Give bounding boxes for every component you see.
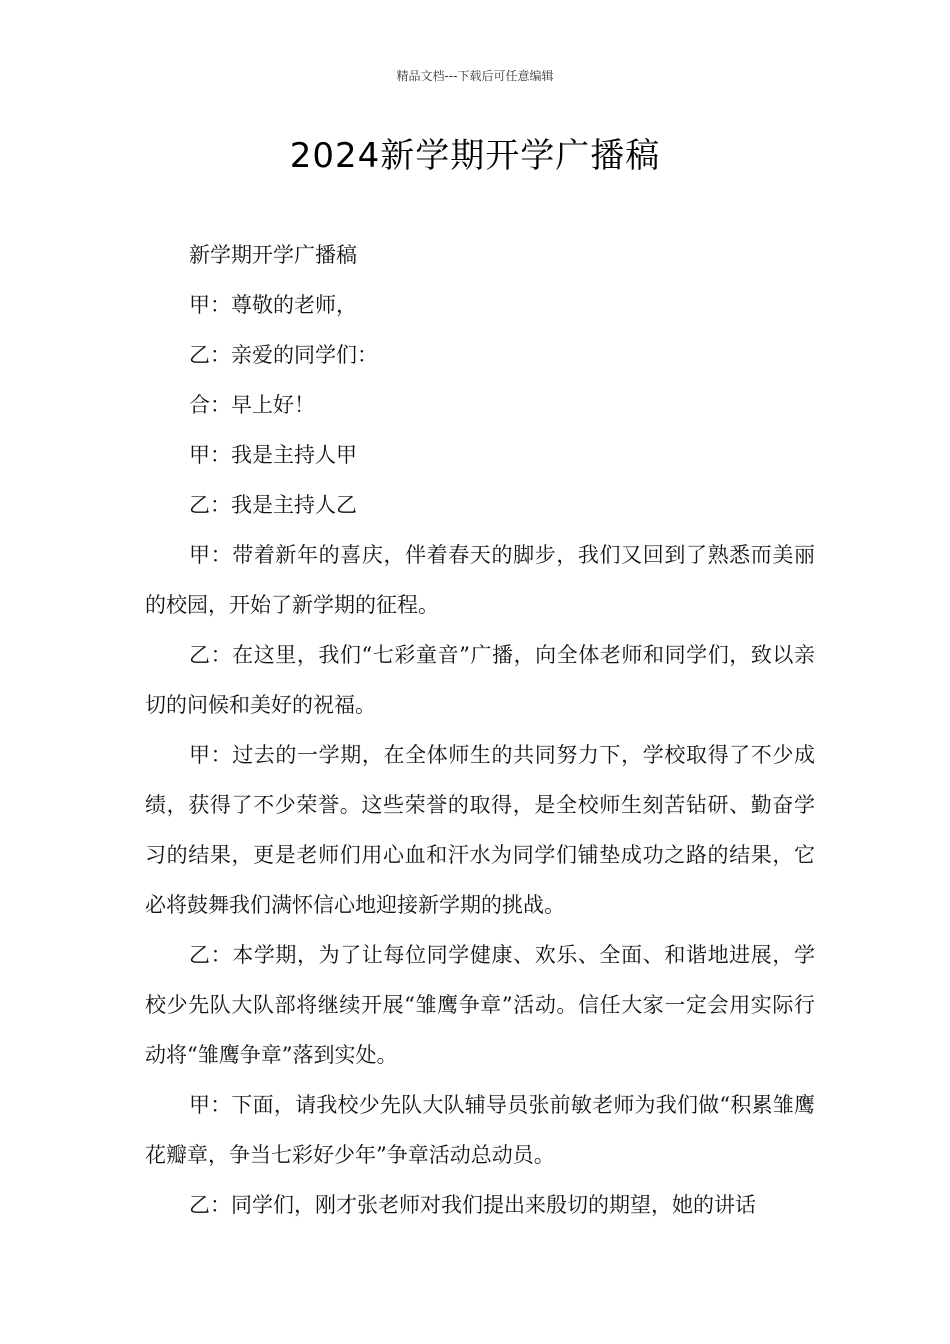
paragraph-subtitle: 新学期开学广播稿 (189, 243, 357, 267)
document-title: 2024新学期开学广播稿 (289, 136, 661, 176)
paragraph-greeting-students: 乙：亲爱的同学们： (189, 343, 378, 367)
paragraph-good-morning: 合：早上好！ (189, 393, 315, 417)
paragraph-closing: 乙：同学们，刚才张老师对我们提出来殷切的期望，她的讲话 (189, 1193, 756, 1217)
paragraph-this-term: 乙：本学期，为了让每位同学健康、欢乐、全面、和谐地进展，学校少先队大队部将继续开展“雏鹰争章”活动。信任大家一定会用实际行动将“雏鹰争章”落到实处。 (145, 943, 815, 1067)
paragraph-host-a: 甲：我是主持人甲 (189, 443, 357, 467)
document-body (145, 230, 815, 1230)
paragraph-new-term: 甲：带着新年的喜庆，伴着春天的脚步，我们又回到了熟悉而美丽的校园，开始了新学期的征程。 (145, 543, 815, 617)
paragraph-broadcast-greeting: 乙：在这里，我们“七彩童音”广播，向全体老师和同学们，致以亲切的问候和美好的祝福。 (145, 643, 815, 717)
paragraph-past-term: 甲：过去的一学期，在全体师生的共同努力下，学校取得了不少成绩，获得了不少荣誉。这些荣誉的取得，是全校师生刻苦钻研、勤奋学习的结果，更是老师们用心血和汗水为同学们铺垫成功之路的结果，它必将鼓舞我们满怀信心地迎接新学期的挑战。 (145, 743, 815, 917)
paragraph-greeting-teachers: 甲：尊敬的老师， (189, 293, 357, 317)
header-note: 精品文档---下载后可任意编辑 (396, 69, 554, 83)
paragraph-host-b: 乙：我是主持人乙 (189, 493, 357, 517)
paragraph-mobilization: 甲：下面，请我校少先队大队辅导员张前敏老师为我们做“积累雏鹰花瓣章，争当七彩好少年”争章活动总动员。 (145, 1093, 815, 1167)
